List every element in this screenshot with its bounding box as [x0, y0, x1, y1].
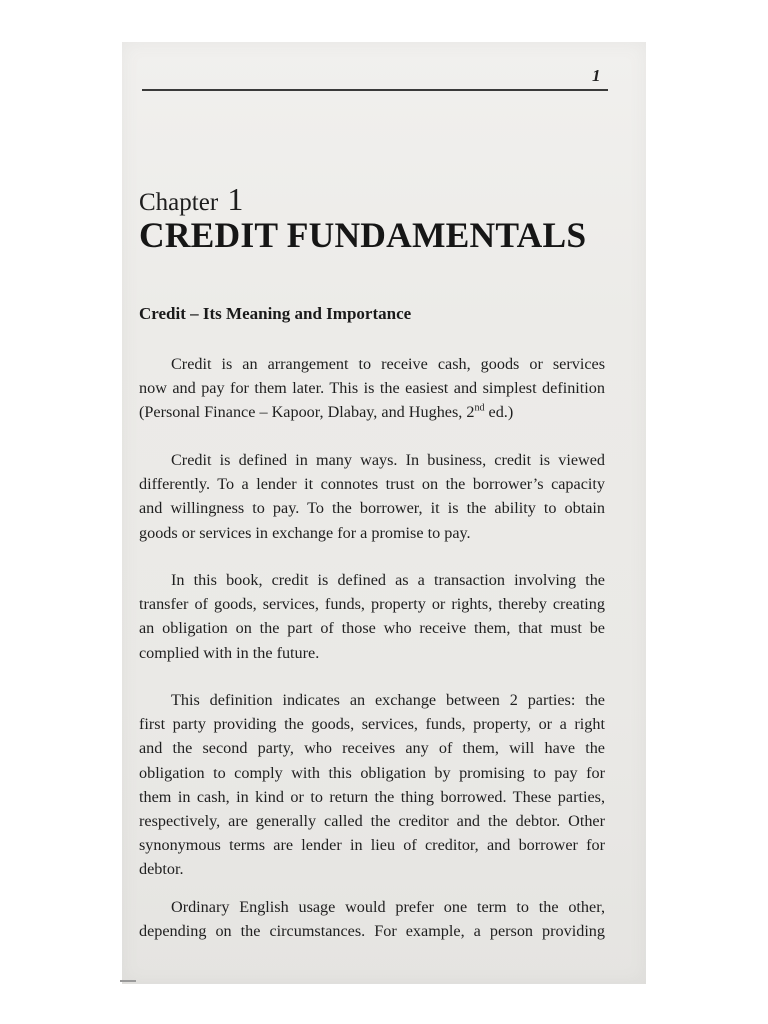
paragraph-line: Ordinary English usage would prefer one term to the other,	[171, 898, 605, 916]
paragraph-5	[139, 895, 605, 943]
ordinal-superscript: nd	[474, 402, 485, 414]
paragraph-line	[139, 400, 605, 424]
citation-text: (Personal Finance – Kapoor, Dlabay, and Hughes, 2	[139, 403, 475, 422]
paragraph-line: depending on the circumstances. For example, a person providing	[139, 922, 605, 941]
paragraph-line: This definition indicates an exchange between 2 parties: the	[171, 691, 605, 709]
paragraph-1	[139, 352, 605, 425]
paragraph-line: goods or services in exchange for a promise to pay.	[139, 523, 471, 542]
paragraph-2	[139, 448, 605, 545]
scan-mark	[120, 980, 136, 982]
paragraph-line: Credit is an arrangement to receive cash, goods or services	[171, 355, 605, 373]
paragraph-line: first party providing the goods, services, funds, property, or a right	[139, 715, 605, 734]
paragraph-line: obligation to comply with this obligation by promising to pay for	[139, 763, 605, 782]
paragraph-4	[139, 688, 605, 882]
paragraph-line: respectively, are generally called the creditor and the debtor. Other	[139, 811, 605, 830]
paragraph-line: debtor.	[139, 860, 184, 879]
paragraph-line: differently. To a lender it connotes trust on the borrower’s capacity	[139, 475, 605, 494]
header-rule	[142, 89, 608, 91]
paragraph-line: an obligation on the part of those who receive them, that must be	[139, 619, 605, 638]
paragraph-line: complied with in the future.	[139, 643, 320, 662]
paragraph-line: In this book, credit is defined as a transaction involving the	[171, 571, 605, 589]
paragraph-line: Credit is defined in many ways. In business, credit is viewed	[171, 451, 605, 469]
paragraph-line: transfer of goods, services, funds, property or rights, thereby creating	[139, 595, 605, 614]
paragraph-line: them in cash, in kind or to return the thing borrowed. These parties,	[139, 787, 605, 806]
page-number: 1	[592, 66, 601, 85]
paragraph-line: now and pay for them later. This is the easiest and simplest definition	[139, 379, 605, 398]
chapter-label-text: Chapter	[139, 189, 219, 216]
chapter-number: 1	[227, 181, 244, 217]
paragraph-line: and the second party, who receives any of them, will have the	[139, 739, 605, 758]
section-heading: Credit – Its Meaning and Importance	[139, 304, 412, 323]
chapter-title: CREDIT FUNDAMENTALS	[139, 215, 587, 255]
paragraph-3	[139, 568, 605, 665]
citation-end: ed.)	[484, 403, 514, 422]
paragraph-line: and willingness to pay. To the borrower, it is the ability to obtain	[139, 499, 605, 518]
chapter-label	[139, 181, 243, 218]
paragraph-line: synonymous terms are lender in lieu of creditor, and borrower for	[139, 836, 605, 855]
